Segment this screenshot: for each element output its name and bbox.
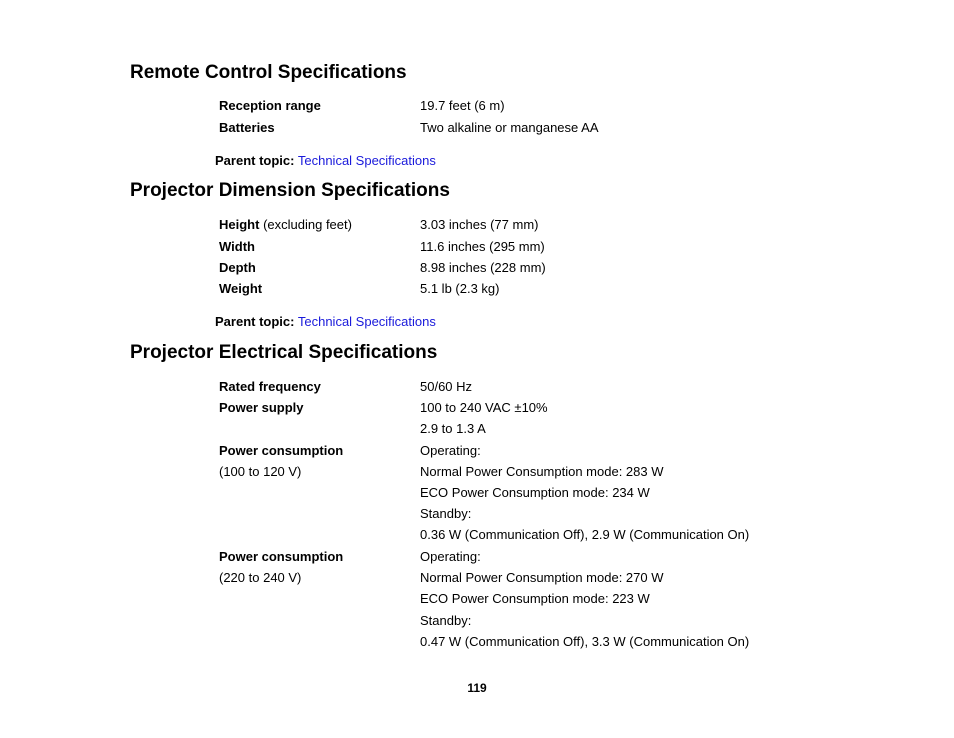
section-heading-remote-control: Remote Control Specifications <box>130 62 407 83</box>
spec-value: 100 to 240 VAC ±10% <box>420 400 548 415</box>
spec-value: Operating: <box>420 549 481 564</box>
spec-row <box>0 397 954 418</box>
spec-value: 19.7 feet (6 m) <box>420 98 505 113</box>
spec-value: ECO Power Consumption mode: 234 W <box>420 485 650 500</box>
parent-topic-link[interactable]: Technical Specifications <box>297 314 436 329</box>
parent-topic-link[interactable]: Technical Specifications <box>297 153 436 168</box>
spec-row <box>0 117 954 138</box>
spec-value: 50/60 Hz <box>420 379 473 394</box>
section-heading-electrical: Projector Electrical Specifications <box>130 342 438 363</box>
spec-row <box>0 631 954 652</box>
spec-row <box>0 214 954 235</box>
spec-row <box>0 257 954 278</box>
spec-label: Depth <box>219 260 256 275</box>
parent-topic <box>215 313 436 330</box>
spec-value: Normal Power Consumption mode: 270 W <box>420 570 664 585</box>
spec-label: Power supply <box>219 400 304 415</box>
spec-label: Power consumption <box>219 549 344 564</box>
spec-label: Weight <box>219 281 263 296</box>
spec-row <box>0 95 954 116</box>
spec-label: Batteries <box>219 120 275 135</box>
spec-row <box>0 278 954 299</box>
spec-value: 2.9 to 1.3 A <box>420 421 486 436</box>
spec-row <box>0 461 954 482</box>
spec-value: 11.6 inches (295 mm) <box>420 239 545 254</box>
parent-topic <box>215 152 436 169</box>
spec-row <box>0 236 954 257</box>
spec-label: Width <box>219 239 255 254</box>
spec-row <box>0 376 954 397</box>
spec-label-note: (220 to 240 V) <box>219 570 302 585</box>
spec-label-note: (100 to 120 V) <box>219 464 302 479</box>
spec-value: 8.98 inches (228 mm) <box>420 260 546 275</box>
spec-label-group <box>219 214 352 235</box>
spec-value: 0.36 W (Communication Off), 2.9 W (Communication On) <box>420 527 750 542</box>
spec-row <box>0 588 954 609</box>
spec-value: ECO Power Consumption mode: 223 W <box>420 591 650 606</box>
spec-row <box>0 418 954 439</box>
spec-row <box>0 567 954 588</box>
spec-value: Standby: <box>420 613 472 628</box>
spec-value: 5.1 lb (2.3 kg) <box>420 281 500 296</box>
spec-value: Normal Power Consumption mode: 283 W <box>420 464 664 479</box>
spec-row <box>0 546 954 567</box>
spec-row <box>0 610 954 631</box>
section-heading-dimension: Projector Dimension Specifications <box>130 180 450 201</box>
spec-row <box>0 524 954 545</box>
spec-label: Rated frequency <box>219 379 321 394</box>
spec-label-note: (excluding feet) <box>263 217 352 232</box>
page-number: 119 <box>467 681 487 695</box>
spec-row <box>0 482 954 503</box>
spec-label: Height <box>219 217 260 232</box>
spec-label: Reception range <box>219 98 321 113</box>
parent-topic-label: Parent topic: <box>215 153 295 168</box>
spec-row <box>0 440 954 461</box>
spec-value: Two alkaline or manganese AA <box>420 120 599 135</box>
spec-row <box>0 503 954 524</box>
spec-value: 0.47 W (Communication Off), 3.3 W (Communication On) <box>420 634 750 649</box>
spec-value: Operating: <box>420 443 481 458</box>
spec-value: 3.03 inches (77 mm) <box>420 217 539 232</box>
parent-topic-label: Parent topic: <box>215 314 295 329</box>
spec-value: Standby: <box>420 506 472 521</box>
spec-label: Power consumption <box>219 443 344 458</box>
